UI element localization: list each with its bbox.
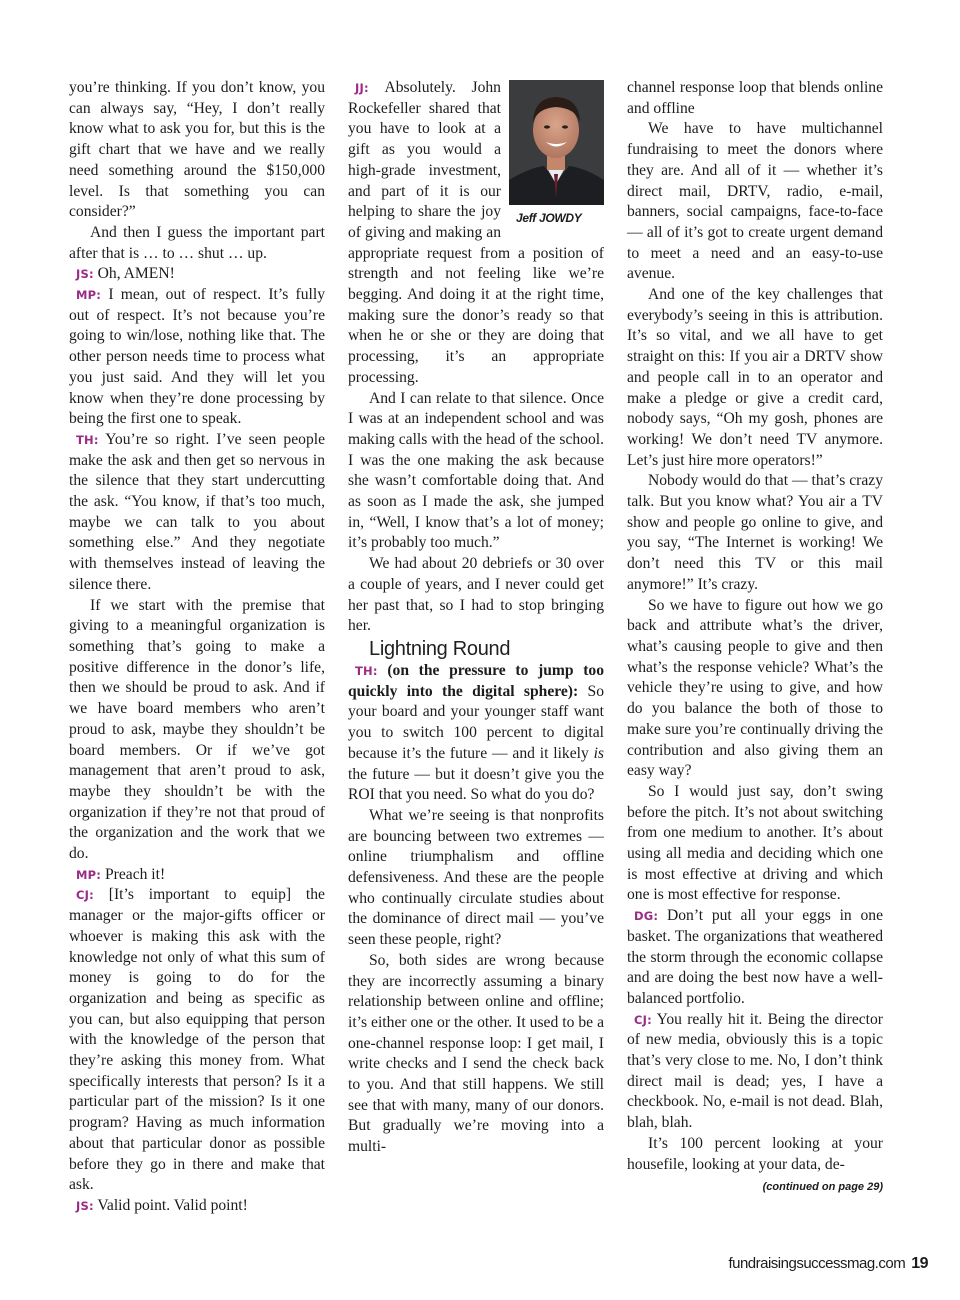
paragraph (627, 1010, 883, 1134)
section-heading: Lightning Round (369, 637, 511, 660)
paragraph (348, 661, 604, 806)
paragraph (69, 285, 325, 430)
paragraph-text: So your board and your younger staff want you to switch 100 percent to digital because it’s the future — and it likely (348, 682, 605, 762)
paragraph-text: Don’t put all your eggs in one basket. The organizations that weathered the storm through the economic collapse and are doing the best now have a well-balanced portfolio. (627, 907, 883, 1007)
paragraph (69, 865, 325, 886)
paragraph-text: Absolutely. John Rockefeller shared that you have to look at a gift as you would a high-grade investment, and part of it is our helping to share the joy of giving and making an appropriate request from a position of strength and not feeling like we’re begging. And doing it at the right time, making sure the donor’s ready so that when he or she or they are doing that processing, it’s an appropriate processing. (348, 79, 604, 386)
paragraph: And I can relate to that silence. Once I was at an independent school and was making calls with the head of the school. I was the one making the ask because she wasn’t comfortable doing that. And as soon as I made the ask, she jumped in, “Well, I know that’s a lot of money; it’s probably too much.” (348, 389, 604, 552)
paragraph (627, 906, 883, 1010)
paragraph: So we have to figure out how we go back and attribute what’s the driver, what’s causing people to give and then what’s the response vehicle? What’s the vehicle they’re using to give, and how do you balance the both of those to make sure you’re continually driving the contribution and also giving them an easy way? (627, 596, 883, 780)
continued-note: (continued on page 29) (762, 1181, 883, 1194)
paragraph (69, 430, 325, 596)
page-number: 19 (911, 1255, 928, 1272)
paragraph: It’s 100 percent looking at your housefile, looking at your data, de- (627, 1134, 883, 1173)
paragraph: So I would just say, don’t swing before the pitch. It’s not about switching from one medium to another. It’s about using all media and deciding which one is most effective at driving and which one is most effective for response. (627, 782, 883, 904)
paragraph: We had about 20 debriefs or 30 over a couple of years, and I never could get her past that, so I had to stop bringing her. (348, 555, 604, 635)
paragraph (69, 1196, 325, 1217)
paragraph-text: You’re so right. I’ve seen people make the ask and then get so nervous in the silence that they start undercutting the ask. “You know, if that’s too much, maybe we can talk to you about something else.” And they negotiate with themselves instead of leaving the silence there. (69, 430, 325, 593)
portrait-photo-icon (509, 80, 604, 205)
paragraph-text: [It’s important to equip] the manager or the major-gifts officer or whoever is making this ask with the knowledge not only of what this sum of money is going to do for the organization and being as specific as you can, but also equipping that person with the knowledge of the person that they’re asking this money from. What specifically interests that person? Is it a particular part of the mission? Is it one program? Having as much information about that particular donor as possible before they go in there and make that ask. (69, 886, 325, 1194)
column-3 (627, 78, 883, 1198)
speaker-label: MP: (76, 867, 102, 882)
column-1 (69, 78, 325, 1217)
emphasis-text: is (593, 744, 604, 762)
footer-site: fundraisingsuccessmag.com (728, 1255, 906, 1272)
paragraph (69, 885, 325, 1196)
paragraph: So, both sides are wrong because they are incorrectly assuming a binary relationship between online and offline; it’s either one or the other. It used to be a one-channel response loop: I get mail, I write checks and I send the check back to you. And that still happens. We still see that with many, many of our donors. But gradually we’re moving into a multi- (348, 951, 604, 1156)
speaker-label: JS: (76, 267, 94, 282)
paragraph: We have to have multichannel fundraising to meet the donors where they are. And all of it — whether it’s direct mail, DRTV, radio, e-mail, banners, social campaigns, face-to-face — all of it’s got to create urgent demand to meet a need and an easy-to-use avenue. (627, 120, 883, 283)
speaker-label: CJ: (634, 1012, 652, 1027)
speaker-label: TH: (355, 663, 378, 678)
speaker-label: JS: (76, 1198, 94, 1213)
paragraph: Nobody would do that — that’s crazy talk. But you know what? You air a TV show and people go online to give, and you say, “The Internet is working! We don’t need this TV or this mail anymore!” It’s crazy. (627, 472, 883, 593)
page-footer (728, 1255, 928, 1273)
speaker-label: CJ: (76, 888, 94, 903)
paragraph: And one of the key challenges that everybody’s seeing in this is attribution. It’s so vital, and we all have to get straight on this: If you air a DRTV show and people call in to an operator and make a pledge or give a credit card, nobody says, “Oh my gosh, phones are working! We don’t need TV anymore. Let’s just hire more operators!” (627, 286, 883, 469)
photo-caption: Jeff JOWDY (516, 211, 582, 225)
paragraph-text: the future — but it doesn’t give you the ROI that you need. So what do you do? (348, 765, 604, 804)
speaker-label: JJ: (355, 81, 369, 95)
speaker-label: DG: (634, 909, 659, 924)
paragraph: What we’re seeing is that nonprofits are bouncing between two extremes — online triumphalism and offline defensiveness. And these are the people who continually circulate studies about the dominance of direct mail — you’ve seen these people, right? (348, 806, 604, 949)
paragraph-text: You really hit it. Being the director of new media, obviously this is a topic that’s very close to me. No, I don’t think direct mail is dead; yes, I have a checkbook. No, e-mail is not dead. Blah, blah, blah. (627, 1010, 883, 1132)
paragraph: And then I guess the important part after that is … to … shut … up. (69, 223, 325, 262)
column-2 (348, 78, 604, 1158)
paragraph: you’re thinking. If you don’t know, you can always say, “Hey, I don’t really know what to ask you for, but this is the gift chart that we have and we really need something around the $150,000 level. Is that something you can consider?” (69, 79, 325, 221)
paragraph: If we start with the premise that giving to a meaningful organization is something that’s going to make a positive difference in the donor’s life, then we should be proud to ask. And if we have board members who aren’t proud to ask, maybe they shouldn’t be board members. Or if we’ve got management that aren’t proud to ask, maybe they shouldn’t be with the organization if they’re not that proud of the organization and the work that we do. (69, 596, 325, 863)
photo-figure (509, 80, 604, 229)
paragraph-text: Preach it! (104, 865, 166, 883)
paragraph-text: Oh, AMEN! (97, 265, 175, 283)
speaker-label: MP: (76, 288, 102, 303)
paragraph (69, 264, 325, 285)
paragraph-text: Valid point. Valid point! (97, 1196, 248, 1214)
question-text: (on the pressure to jump too quickly into the digital sphere): (348, 661, 604, 700)
speaker-label: TH: (76, 432, 99, 447)
paragraph: channel response loop that blends online and offline (627, 79, 883, 117)
paragraph-text: I mean, out of respect. It’s fully out of respect. It’s not because you’re going to win/lose, nothing like that. The other person needs time to process what you just said. And they will let you know when they’re done processing by being the first one to speak. (69, 286, 325, 428)
paragraph (348, 78, 604, 389)
